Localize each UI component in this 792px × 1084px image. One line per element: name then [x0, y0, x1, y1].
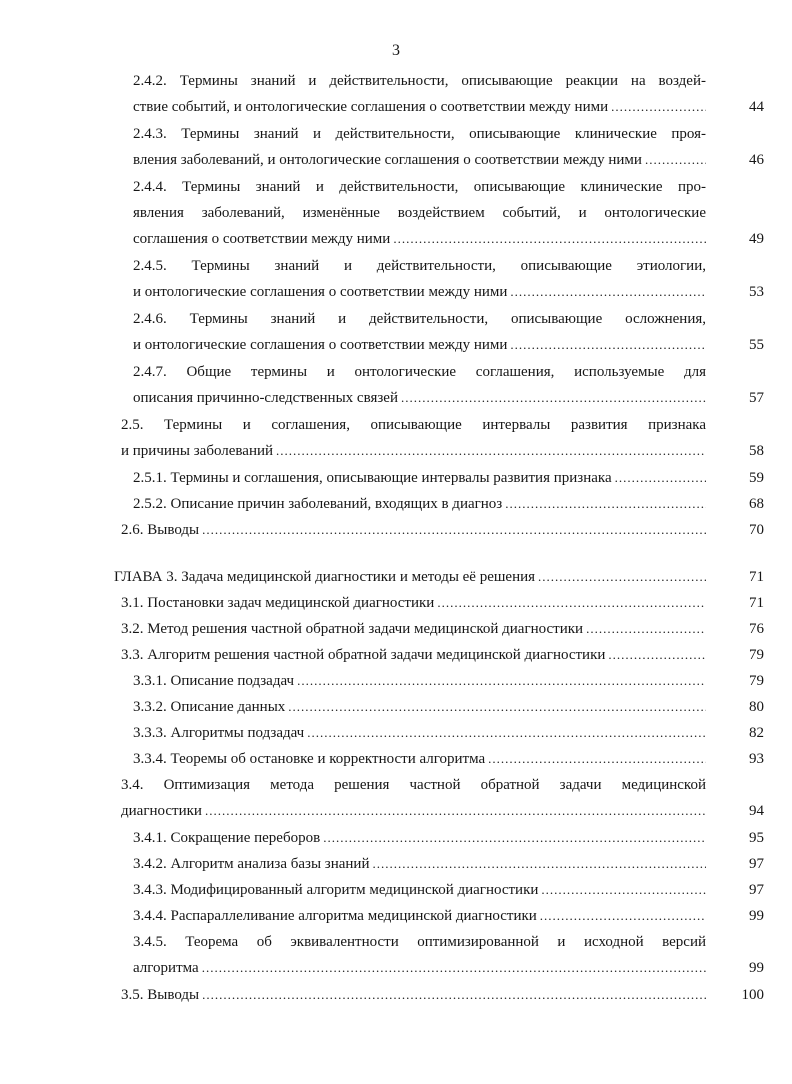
toc-page-number: 82 — [749, 725, 764, 741]
toc-entry-text: 3.4.1. Сокращение переборов — [133, 830, 321, 846]
dot-leader — [505, 491, 706, 517]
toc-entry — [133, 694, 764, 720]
dot-leader — [586, 616, 706, 642]
toc-page-number: 68 — [749, 496, 764, 512]
toc-entry — [133, 877, 764, 903]
page-number: 3 — [392, 42, 400, 59]
toc-entry-text: 2.4.7. Общие термины и онтологические соглашения, используемые для — [133, 364, 706, 380]
toc-entry-line — [133, 306, 706, 332]
toc-entry-text: 3.2. Метод решения частной обратной задачи медицинской диагностики — [121, 621, 584, 637]
toc-entry-text: 2.4.4. Термины знаний и действительности, описывающие клинические про- — [133, 179, 706, 195]
dot-leader — [393, 226, 706, 252]
dot-leader — [276, 438, 706, 464]
toc-entry-line — [133, 465, 706, 491]
toc-page-number: 49 — [749, 231, 764, 247]
toc-entry-line — [121, 798, 706, 824]
dot-leader — [401, 385, 706, 411]
toc-entry-line — [121, 412, 706, 438]
toc-entry — [133, 121, 764, 173]
toc-entry-line — [133, 955, 706, 981]
toc-entry — [121, 982, 764, 1008]
toc-entry-line — [133, 903, 706, 929]
toc-entry-text: вления заболеваний, и онтологические соглашения о соответствии между ними — [133, 152, 642, 168]
toc-entry-line — [133, 720, 706, 746]
toc-entry-line — [114, 564, 706, 590]
toc-page-number: 93 — [749, 751, 764, 767]
toc-entry-text: 2.5. Термины и соглашения, описывающие интервалы развития признака — [121, 417, 706, 433]
toc-entry-text: и онтологические соглашения о соответствии между ними — [133, 284, 508, 300]
toc-entry-line — [121, 590, 706, 616]
dot-leader — [323, 825, 706, 851]
toc-entry-line — [133, 68, 706, 94]
toc-entry-text: 3.4.4. Распараллеливание алгоритма медицинской диагностики — [133, 908, 537, 924]
toc-entry-text: 2.4.5. Термины знаний и действительности, описывающие этиологии, — [133, 258, 706, 274]
toc-entry-text: 3.3. Алгоритм решения частной обратной задачи медицинской диагностики — [121, 647, 606, 663]
toc-page-number: 99 — [749, 960, 764, 976]
toc-entry-line — [133, 94, 706, 120]
toc-entry-line — [121, 438, 706, 464]
dot-leader — [510, 332, 706, 358]
toc-entry-line — [133, 332, 706, 358]
toc-page-number: 59 — [749, 470, 764, 486]
toc-entry-line — [121, 642, 706, 668]
toc-entry-text: 2.6. Выводы — [121, 522, 200, 538]
toc-entry-text: 2.5.2. Описание причин заболеваний, входящих в диагноз — [133, 496, 503, 512]
toc-entry-text: описания причинно-следственных связей — [133, 390, 398, 406]
toc-entry-text: и онтологические соглашения о соответствии между ними — [133, 337, 508, 353]
toc-page-number: 80 — [749, 699, 764, 715]
toc-entry-text: 3.3.2. Описание данных — [133, 699, 286, 715]
toc-entry-line — [133, 279, 706, 305]
toc-entry-line — [133, 253, 706, 279]
toc-entry — [133, 491, 764, 517]
toc-entry-line — [133, 174, 706, 200]
toc-entry — [133, 359, 764, 411]
toc-page-number: 70 — [749, 522, 764, 538]
toc-page-number: 55 — [749, 337, 764, 353]
toc-page-number: 44 — [749, 99, 764, 115]
dot-leader — [608, 642, 706, 668]
toc-entry-text: 3.4.2. Алгоритм анализа базы знаний — [133, 856, 370, 872]
toc-entry — [121, 772, 764, 824]
dot-leader — [288, 694, 706, 720]
toc-entry-line — [133, 491, 706, 517]
toc-entry — [114, 564, 764, 590]
toc-entry — [133, 306, 764, 358]
toc-entry-line — [133, 851, 706, 877]
toc-page-number: 79 — [749, 647, 764, 663]
toc-entry-line — [133, 385, 706, 411]
toc-entry-text: 2.4.6. Термины знаний и действительности, описывающие осложнения, — [133, 311, 706, 327]
toc-page-number: 71 — [749, 595, 764, 611]
toc-page-number: 46 — [749, 152, 764, 168]
toc-entry-text: 3.5. Выводы — [121, 987, 200, 1003]
dot-leader — [437, 590, 706, 616]
dot-leader — [541, 877, 706, 903]
dot-leader — [205, 798, 706, 824]
toc-entry-line — [133, 359, 706, 385]
toc-entry-line — [133, 877, 706, 903]
dot-leader — [307, 720, 706, 746]
toc-page-number: 53 — [749, 284, 764, 300]
toc-entry-line — [133, 694, 706, 720]
toc-entry-text: ГЛАВА 3. Задача медицинской диагностики и методы её решения — [114, 569, 536, 585]
toc-page-number: 97 — [749, 856, 764, 872]
toc-page-number: 71 — [749, 569, 764, 585]
toc-entry-text: ствие событий, и онтологические соглашения о соответствии между ними — [133, 99, 609, 115]
toc-entry — [133, 903, 764, 929]
dot-leader — [297, 668, 706, 694]
toc-page-number: 94 — [749, 803, 764, 819]
toc-entry-text: 3.4.5. Теорема об эквивалентности оптимизированной и исходной версий — [133, 934, 706, 950]
toc-entry-line — [133, 200, 706, 226]
toc-entry — [121, 412, 764, 464]
toc-entry-text: 2.5.1. Термины и соглашения, описывающие интервалы развития признака — [133, 470, 612, 486]
toc-entry — [133, 174, 764, 252]
toc-entry-text: 3.1. Постановки задач медицинской диагностики — [121, 595, 435, 611]
toc-entry-text: 2.4.2. Термины знаний и действительности, описывающие реакции на воздей- — [133, 73, 706, 89]
toc-entry-line — [121, 772, 706, 798]
toc-entry-text: 3.4. Оптимизация метода решения частной обратной задачи медицинской — [121, 777, 706, 793]
dot-leader — [510, 279, 706, 305]
toc-entry-text: 3.3.3. Алгоритмы подзадач — [133, 725, 305, 741]
toc-entry-line — [133, 147, 706, 173]
toc-entry — [133, 851, 764, 877]
toc-entry-text: 3.3.4. Теоремы об остановке и корректности алгоритма — [133, 751, 486, 767]
toc-entry-text: явления заболеваний, изменённые воздействием событий, и онтологические — [133, 205, 706, 221]
toc-entry-line — [133, 668, 706, 694]
dot-leader — [488, 746, 706, 772]
toc-entry-text: и причины заболеваний — [121, 443, 274, 459]
toc-page-number: 58 — [749, 443, 764, 459]
toc-entry-line — [121, 517, 706, 543]
toc-entry-line — [121, 616, 706, 642]
toc-entry — [121, 517, 764, 543]
toc-entry — [133, 720, 764, 746]
dot-leader — [645, 147, 706, 173]
toc-entry — [121, 616, 764, 642]
toc-entry — [121, 590, 764, 616]
toc-entry-line — [133, 746, 706, 772]
dot-leader — [202, 982, 706, 1008]
dot-leader — [202, 517, 706, 543]
dot-leader — [540, 903, 706, 929]
dot-leader — [202, 955, 706, 981]
toc-page-number: 99 — [749, 908, 764, 924]
toc-page-number: 97 — [749, 882, 764, 898]
toc-entry-line — [121, 982, 706, 1008]
toc-page-number: 57 — [749, 390, 764, 406]
dot-leader — [611, 94, 706, 120]
toc-page-number: 100 — [741, 987, 764, 1003]
toc-entry — [133, 668, 764, 694]
toc-entry-text: 3.3.1. Описание подзадач — [133, 673, 295, 689]
toc-page-number: 95 — [749, 830, 764, 846]
dot-leader — [615, 465, 706, 491]
toc-entry — [133, 825, 764, 851]
toc-entry — [133, 465, 764, 491]
toc-entry-text: алгоритма — [133, 960, 199, 976]
dot-leader — [372, 851, 706, 877]
toc-entry-text: соглашения о соответствии между ними — [133, 231, 391, 247]
toc-entry — [121, 642, 764, 668]
toc-entry-line — [133, 825, 706, 851]
dot-leader — [538, 564, 706, 590]
toc-entry — [133, 746, 764, 772]
toc-entry — [133, 929, 764, 981]
toc-entry — [133, 253, 764, 305]
toc-page-number: 76 — [749, 621, 764, 637]
toc-entry-text: диагностики — [121, 803, 202, 819]
toc-entry-line — [133, 226, 706, 252]
toc-page-number: 79 — [749, 673, 764, 689]
toc-entry-line — [133, 121, 706, 147]
toc-entry-line — [133, 929, 706, 955]
toc-entry-text: 3.4.3. Модифицированный алгоритм медицинской диагностики — [133, 882, 539, 898]
toc-entry-text: 2.4.3. Термины знаний и действительности, описывающие клинические проя- — [133, 126, 706, 142]
toc-entry — [133, 68, 764, 120]
